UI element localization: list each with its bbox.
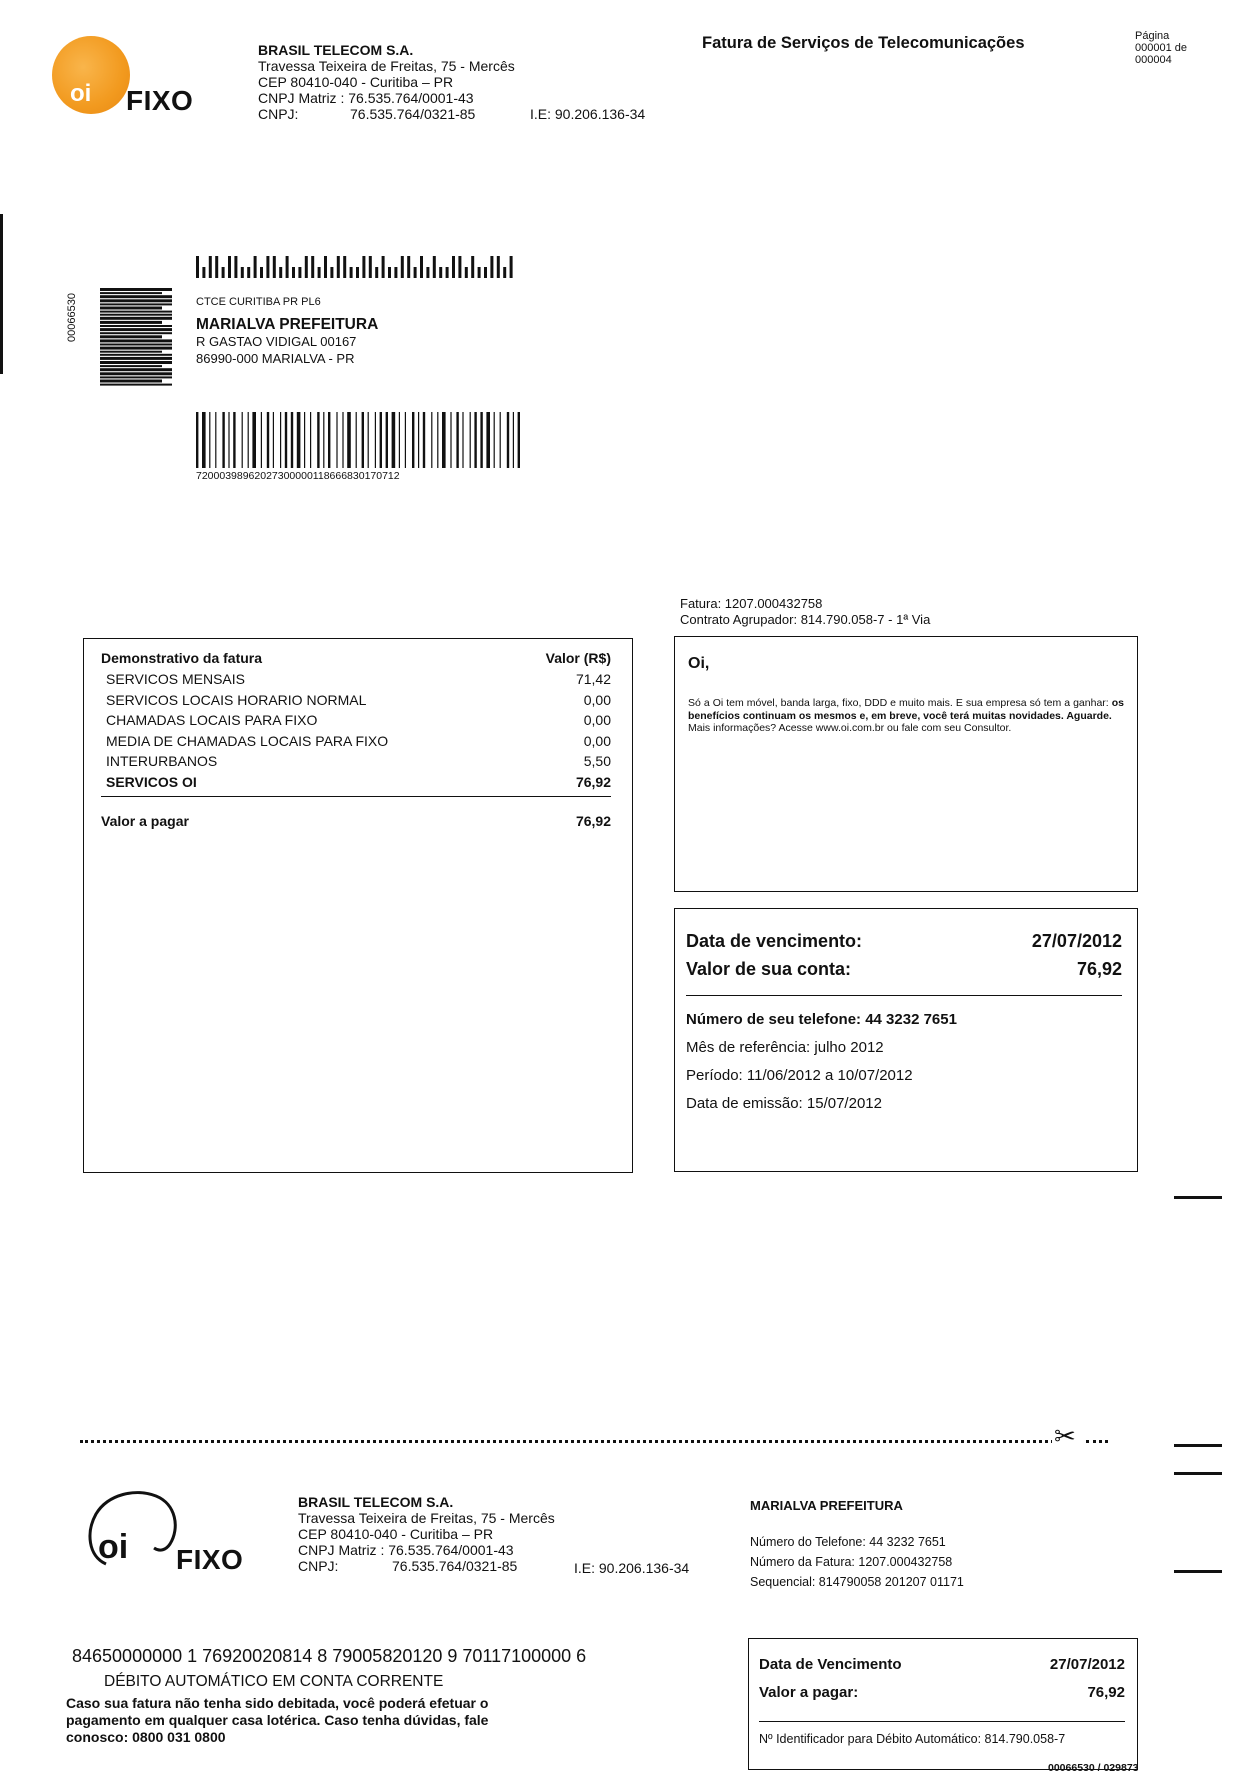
barcode-bar <box>328 412 330 468</box>
delivery-route: CTCE CURITIBA PR PL6 <box>196 296 321 308</box>
side-code: 00066530 <box>66 293 78 342</box>
barcode-bar <box>100 307 162 310</box>
barcode-bar <box>100 347 172 350</box>
summary-divider <box>686 995 1122 996</box>
barcode-bar <box>433 256 436 278</box>
barcode-bar <box>100 288 172 291</box>
barcode-bar <box>100 303 172 305</box>
company-ie: I.E: 90.206.136-34 <box>530 106 646 122</box>
barcode-bar <box>462 412 463 468</box>
document-title: Fatura de Serviços de Telecomunicações <box>702 34 1025 52</box>
stub-pay-box <box>748 1638 1138 1770</box>
barcode-bar <box>100 332 172 334</box>
barcode-bar <box>100 317 172 320</box>
barcode-bar <box>407 256 410 278</box>
stub-company-name: BRASIL TELECOM S.A. <box>298 1494 454 1510</box>
barcode-bar <box>478 267 481 278</box>
barcode-bar <box>458 256 461 278</box>
stub-company-cnpj-matriz: CNPJ Matriz : 76.535.764/0001-43 <box>298 1542 514 1558</box>
message-body <box>688 697 1124 735</box>
barcode-bar <box>324 256 327 278</box>
right-edge-mark <box>1174 1444 1222 1447</box>
barcode-bar <box>100 335 162 338</box>
barcode-bar <box>513 412 514 468</box>
barcode-bar <box>518 412 520 468</box>
recipient-street: R GASTAO VIDIGAL 00167 <box>196 334 357 349</box>
barcode-bar <box>228 412 229 468</box>
datamatrix-code <box>100 288 172 398</box>
barcode-bar <box>222 412 224 468</box>
item-label: SERVICOS LOCAIS HORARIO NORMAL <box>106 691 367 708</box>
barcode-bar <box>375 267 378 278</box>
message-text-bold: os benefícios continuam os mesmos e, em breve, você terá muitas novidades. Aguarde. <box>688 697 1124 722</box>
total-label: Valor a pagar <box>101 813 189 829</box>
stub-ie: I.E: 90.206.136-34 <box>574 1560 690 1576</box>
barcode-bar <box>304 412 305 468</box>
barcode-bar <box>442 412 446 468</box>
cut-line <box>80 1440 1060 1443</box>
barcode-bar <box>273 412 274 468</box>
barcode-bar <box>100 299 172 302</box>
barcode-bar <box>343 256 346 278</box>
message-box <box>674 636 1138 892</box>
barcode-bar <box>202 412 206 468</box>
barcode-bar <box>386 412 388 468</box>
item-value: 0,00 <box>583 691 611 708</box>
barcode-bar <box>242 412 243 468</box>
barcode-bar <box>362 256 365 278</box>
page-indicator <box>1135 30 1187 66</box>
barcode-bar <box>280 412 281 468</box>
company-cnpj: 76.535.764/0321-85 <box>350 106 476 122</box>
company-cnpj-matriz: CNPJ Matriz : 76.535.764/0001-43 <box>258 90 474 106</box>
stub-company-block <box>298 1494 555 1558</box>
stub-pay-divider <box>759 1721 1125 1722</box>
item-value: 76,92 <box>575 773 611 790</box>
right-edge-mark <box>1174 1472 1222 1475</box>
barcode-bar <box>100 354 172 356</box>
barcode-bar <box>336 412 337 468</box>
barcode-bar <box>418 412 419 468</box>
right-edge-mark <box>1174 1196 1222 1199</box>
barcode-bar <box>420 256 423 278</box>
barcode-bar <box>196 256 199 278</box>
barcode-bar <box>252 412 256 468</box>
barcode-bar <box>317 412 319 468</box>
barcode-bar <box>330 267 333 278</box>
barcode-bar <box>503 267 506 278</box>
statement-total <box>101 811 611 832</box>
barcode-bar <box>484 267 487 278</box>
barcode-bar <box>100 361 172 364</box>
barcode-bar <box>228 256 231 278</box>
barcode-bar <box>380 412 382 468</box>
barcode-bar <box>318 267 321 278</box>
barcode-bar <box>310 412 311 468</box>
barcode-bar <box>100 311 172 313</box>
barcode-bar <box>260 267 263 278</box>
item-value: 0,00 <box>583 712 611 728</box>
barcode-bar <box>285 412 287 468</box>
page-total: 000004 <box>1135 54 1172 66</box>
stub-details <box>750 1532 964 1592</box>
contract-number: Contrato Agrupador: 814.790.058-7 - 1ª Via <box>680 612 931 627</box>
invoice-number: Fatura: 1207.000432758 <box>680 596 823 611</box>
stub-cnpj: 76.535.764/0321-85 <box>392 1558 518 1574</box>
stub-phone: Número do Telefone: 44 3232 7651 <box>750 1535 946 1549</box>
recipient-name: MARIALVA PREFEITURA <box>196 316 379 333</box>
barcode-bar <box>480 412 482 468</box>
barcode-bar <box>323 412 324 468</box>
barcode-bar <box>100 321 162 324</box>
barcode-bar <box>297 412 301 468</box>
statement-box <box>83 638 633 1173</box>
barcode-bar <box>100 372 172 375</box>
barcode-bar <box>247 267 250 278</box>
item-label: CHAMADAS LOCAIS PARA FIXO <box>106 712 318 728</box>
barcode-bar <box>248 412 249 468</box>
stub-pay <box>759 1679 1125 1707</box>
oi-logo-text: oi <box>70 80 92 107</box>
mail-barcode <box>196 412 530 468</box>
stub-sequential: Sequencial: 814790058 201207 01171 <box>750 1575 964 1589</box>
invoice-refs <box>680 596 930 628</box>
stub-due-value: 27/07/2012 <box>1049 1656 1125 1673</box>
barcode-bar <box>292 267 295 278</box>
barcode-bar <box>100 328 172 331</box>
postal-barcode <box>196 256 520 282</box>
barcode-bar <box>382 256 385 278</box>
barcode-bar <box>474 412 476 468</box>
barcode-bar <box>215 256 218 278</box>
total-value: 76,92 <box>575 813 611 829</box>
recipient-block <box>196 294 378 367</box>
barcode-bar <box>356 412 357 468</box>
barcode-bar <box>394 267 397 278</box>
statement-header <box>101 649 611 667</box>
barcode-bar <box>215 412 216 468</box>
barcode-bar <box>490 256 493 278</box>
item-value: 0,00 <box>583 732 611 749</box>
message-greeting: Oi, <box>688 655 710 672</box>
barcode-bar <box>233 412 235 468</box>
statement-row <box>106 669 611 690</box>
barcode-bar <box>291 412 293 468</box>
barcode-bar <box>450 412 451 468</box>
barcode-bar <box>100 380 162 383</box>
item-label: MEDIA DE CHAMADAS LOCAIS PARA FIXO <box>106 732 389 749</box>
barcode-bar <box>100 365 162 367</box>
left-edge-mark <box>0 214 3 374</box>
barcode-bar <box>510 256 513 278</box>
stub-company-address: Travessa Teixeira de Freitas, 75 - Mercês <box>298 1510 555 1526</box>
auto-debit-text: Caso sua fatura não tenha sido debitada, você poderá efetuar o pagamento em qualquer casa lotérica. Caso tenha dúvidas, fale conosco: 0800 031 0800 <box>66 1695 489 1745</box>
barcode-bar <box>209 256 212 278</box>
stub-pay-content <box>759 1651 1125 1746</box>
barcode-bar <box>100 295 172 298</box>
summary-due <box>686 927 1122 955</box>
digitable-line: 84650000000 1 76920020814 8 79005820120 9 70117100000 6 <box>72 1646 587 1666</box>
summary-amount-label: Valor de sua conta: <box>686 959 852 979</box>
barcode-bar <box>507 412 509 468</box>
barcode-bar <box>234 256 237 278</box>
barcode-bar <box>337 256 340 278</box>
right-edge-mark <box>1174 1570 1222 1573</box>
stub-brand-fixo: FIXO <box>176 1544 244 1575</box>
barcode-bar <box>298 267 301 278</box>
stub-pay-label: Valor a pagar: <box>759 1684 859 1701</box>
barcode-bar <box>311 256 314 278</box>
barcode-bar <box>100 314 172 316</box>
message-more-info: Mais informações? Acesse www.oi.com.br ou fale com seu Consultor. <box>688 722 1012 734</box>
barcode-bar <box>368 412 369 468</box>
summary-period: Período: 11/06/2012 a 10/07/2012 <box>686 1067 913 1084</box>
item-value: 71,42 <box>575 671 611 687</box>
stub-cnpj-label: CNPJ: <box>298 1558 339 1574</box>
item-label: SERVICOS MENSAIS <box>106 671 246 687</box>
summary-amount <box>686 955 1122 983</box>
item-label: SERVICOS OI <box>106 773 197 790</box>
barcode-bar <box>500 412 501 468</box>
barcode-bar <box>446 267 449 278</box>
barcode-bar <box>399 412 400 468</box>
barcode-bar <box>392 412 396 468</box>
company-address: Travessa Teixeira de Freitas, 75 - Mercês <box>258 58 515 74</box>
barcode-bar <box>356 267 359 278</box>
barcode-bar <box>100 292 162 294</box>
barcode-bar <box>439 267 442 278</box>
barcode-bar <box>279 267 282 278</box>
barcode-bar <box>452 256 455 278</box>
stub-customer: MARIALVA PREFEITURA <box>750 1498 903 1513</box>
stub-invoice-no: Número da Fatura: 1207.000432758 <box>750 1555 953 1569</box>
auto-debit-title: DÉBITO AUTOMÁTICO EM CONTA CORRENTE <box>104 1673 444 1690</box>
company-cep: CEP 80410-040 - Curitiba – PR <box>258 74 454 90</box>
barcode-bar <box>100 351 162 353</box>
barcode-bar <box>375 412 376 468</box>
item-label: INTERURBANOS <box>106 753 218 769</box>
message-text: Só a Oi tem móvel, banda larga, fixo, DDD e muito mais. E sua empresa só tem a ganhar: <box>688 697 1112 709</box>
summary-phone: Número de seu telefone: 44 3232 7651 <box>686 1011 957 1028</box>
barcode-bar <box>437 412 438 468</box>
statement-divider <box>101 796 611 797</box>
barcode-bar <box>470 412 471 468</box>
item-value: 5,50 <box>583 753 611 769</box>
recipient-city: 86990-000 MARIALVA - PR <box>196 351 355 366</box>
barcode-bar <box>100 357 172 360</box>
barcode-bar <box>350 267 353 278</box>
stub-footer-code: 00066530 / 029873 <box>1048 1762 1139 1774</box>
barcode-bar <box>209 412 210 468</box>
barcode-bar <box>100 376 172 378</box>
stub-due <box>759 1651 1125 1679</box>
stub-due-label: Data de Vencimento <box>759 1656 902 1673</box>
summary-box <box>674 908 1138 1172</box>
barcode-bar <box>267 412 269 468</box>
statement-header-label: Demonstrativo da fatura <box>101 650 263 666</box>
brand-fixo: FIXO <box>126 85 194 116</box>
barcode-bar <box>222 267 225 278</box>
barcode-bar <box>273 256 276 278</box>
barcode-bar <box>401 256 404 278</box>
barcode-bar <box>405 412 406 468</box>
page-label: Página <box>1135 30 1170 42</box>
barcode-bar <box>423 412 425 468</box>
barcode-bar <box>100 325 172 327</box>
statement-header-value: Valor (R$) <box>545 650 611 666</box>
mail-barcode-number: 72000398962027300000118666830170712 <box>196 470 400 482</box>
oi-outline-logo-text: oi <box>98 1528 129 1566</box>
barcode-bar <box>342 412 343 468</box>
barcode-bar <box>100 339 172 342</box>
barcode-bar <box>426 267 429 278</box>
barcode-bar <box>456 412 458 468</box>
barcode-bar <box>241 267 244 278</box>
company-block <box>258 42 515 106</box>
barcode-bar <box>261 412 262 468</box>
barcode-bar <box>486 412 490 468</box>
statement-content <box>101 649 611 832</box>
barcode-bar <box>412 412 414 468</box>
cut-line-tail <box>1086 1440 1108 1443</box>
stub-pay-value: 76,92 <box>1087 1684 1125 1701</box>
barcode-bar <box>266 256 269 278</box>
barcode-bar <box>100 344 172 346</box>
barcode-bar <box>196 412 198 468</box>
statement-row <box>106 710 611 731</box>
barcode-bar <box>362 412 364 468</box>
barcode-bar <box>414 267 417 278</box>
stub-company-cep: CEP 80410-040 - Curitiba – PR <box>298 1526 494 1542</box>
statement-items <box>101 669 611 792</box>
barcode-bar <box>347 412 351 468</box>
barcode-bar <box>471 256 474 278</box>
barcode-bar <box>494 412 495 468</box>
barcode-bar <box>497 256 500 278</box>
barcode-bar <box>254 256 257 278</box>
summary-issue-date: Data de emissão: 15/07/2012 <box>686 1095 882 1112</box>
barcode-bar <box>202 267 205 278</box>
barcode-bar <box>465 267 468 278</box>
page-of: 000001 de <box>1135 42 1187 54</box>
statement-row <box>106 731 611 752</box>
barcode-bar <box>100 368 172 371</box>
scissors-icon: ✂ <box>1054 1421 1076 1451</box>
barcode-bar <box>431 412 432 468</box>
statement-row <box>106 751 611 772</box>
barcode-bar <box>388 267 391 278</box>
summary-content <box>686 927 1122 1118</box>
barcode-bar <box>369 256 372 278</box>
summary-due-label: Data de vencimento: <box>686 931 863 951</box>
stub-debit-id: Nº Identificador para Débito Automático: 814.790.058-7 <box>759 1732 1066 1746</box>
statement-row <box>106 772 611 793</box>
company-name: BRASIL TELECOM S.A. <box>258 42 414 58</box>
company-cnpj-label: CNPJ: <box>258 106 299 122</box>
barcode-bar <box>286 256 289 278</box>
barcode-bar <box>305 256 308 278</box>
summary-amount-value: 76,92 <box>1076 959 1122 979</box>
summary-ref-month: Mês de referência: julho 2012 <box>686 1039 884 1056</box>
barcode-bar <box>100 384 172 386</box>
summary-due-value: 27/07/2012 <box>1031 931 1122 951</box>
statement-row <box>106 690 611 711</box>
